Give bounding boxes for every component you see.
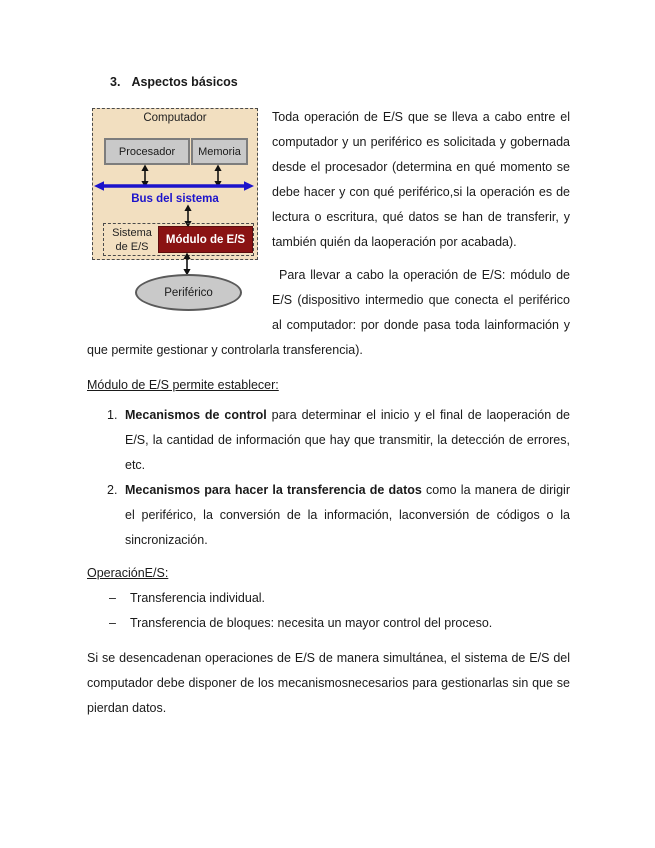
section-heading <box>110 72 570 92</box>
paragraph-operacion-es: Toda operación de E/S que se lleva a cabo entre el computador y un periférico es solicitada y gobernada desde el procesador (determina en qué momento se debe hacer y con qué periférico,si la operación es de lectura o escritura, qué datos se han de transferir, y también quién da laoperación por acabada). <box>272 110 570 249</box>
dash-marker: – <box>109 591 116 605</box>
transferencia-list <box>87 586 570 636</box>
computador-panel <box>92 108 258 260</box>
periferico-ellipse <box>135 274 242 311</box>
periferico-label: Periférico <box>164 286 213 299</box>
list-item <box>87 586 570 611</box>
list-item <box>87 478 570 553</box>
section-title: Aspectos básicos <box>131 75 238 89</box>
mecanismos-list <box>87 403 570 553</box>
modulo-permite-heading: Módulo de E/S permite establecer: <box>87 378 279 392</box>
list-item-number: 1. <box>107 408 118 422</box>
memoria-label: Memoria <box>198 145 241 158</box>
operacion-es-heading: OperaciónE/S: <box>87 566 169 580</box>
paragraph-modulo-es: Para llevar a cabo la operación de E/S: módulo de E/S (dispositivo intermedio que conecta el periférico al computador: por donde pasa toda lainformación y que permite gestionar y controlarla transferencia). <box>87 268 570 357</box>
modulo-es-label: Módulo de E/S <box>165 233 246 246</box>
io-system-diagram <box>87 108 272 311</box>
list-item-text <box>125 478 570 553</box>
list-item-lead: Mecanismos para hacer la transferencia de datos <box>125 483 422 497</box>
sistema-es-label: Sistema de E/S <box>112 227 152 253</box>
double-arrow-modulo-periferico-icon <box>181 252 193 276</box>
list-item-number: 2. <box>107 483 118 497</box>
list-item-text: Transferencia de bloques: necesita un mayor control del proceso. <box>130 616 493 630</box>
list-item-rest: como la manera de dirigir el periférico, la conversión de la información, laconversión de códigos o la sincronización. <box>125 483 570 547</box>
list-item-text: Transferencia individual. <box>130 591 266 605</box>
procesador-label: Procesador <box>118 145 176 158</box>
bus-label: Bus del sistema <box>131 193 219 205</box>
memoria-box <box>191 138 248 165</box>
list-item <box>87 611 570 636</box>
intro-block <box>87 105 570 371</box>
closing-paragraph: Si se desencadenan operaciones de E/S de manera simultánea, el sistema de E/S del computador debe disponer de los mecanismosnecesarios para gestionarlas sin que se pierdan datos. <box>87 651 570 715</box>
dash-marker: – <box>109 616 116 630</box>
list-item-text <box>125 403 570 478</box>
modulo-es-box <box>158 226 253 253</box>
list-item <box>87 403 570 478</box>
list-item-lead: Mecanismos de control <box>125 408 267 422</box>
system-bus-arrow-icon <box>94 180 254 192</box>
section-number: 3. <box>110 75 121 89</box>
list-item-rest: para determinar el inicio y el final de laoperación de E/S, la cantidad de información que hay que transmitir, la detección de errores, etc. <box>125 408 570 472</box>
procesador-box <box>104 138 190 165</box>
computador-label: Computador <box>143 112 207 124</box>
